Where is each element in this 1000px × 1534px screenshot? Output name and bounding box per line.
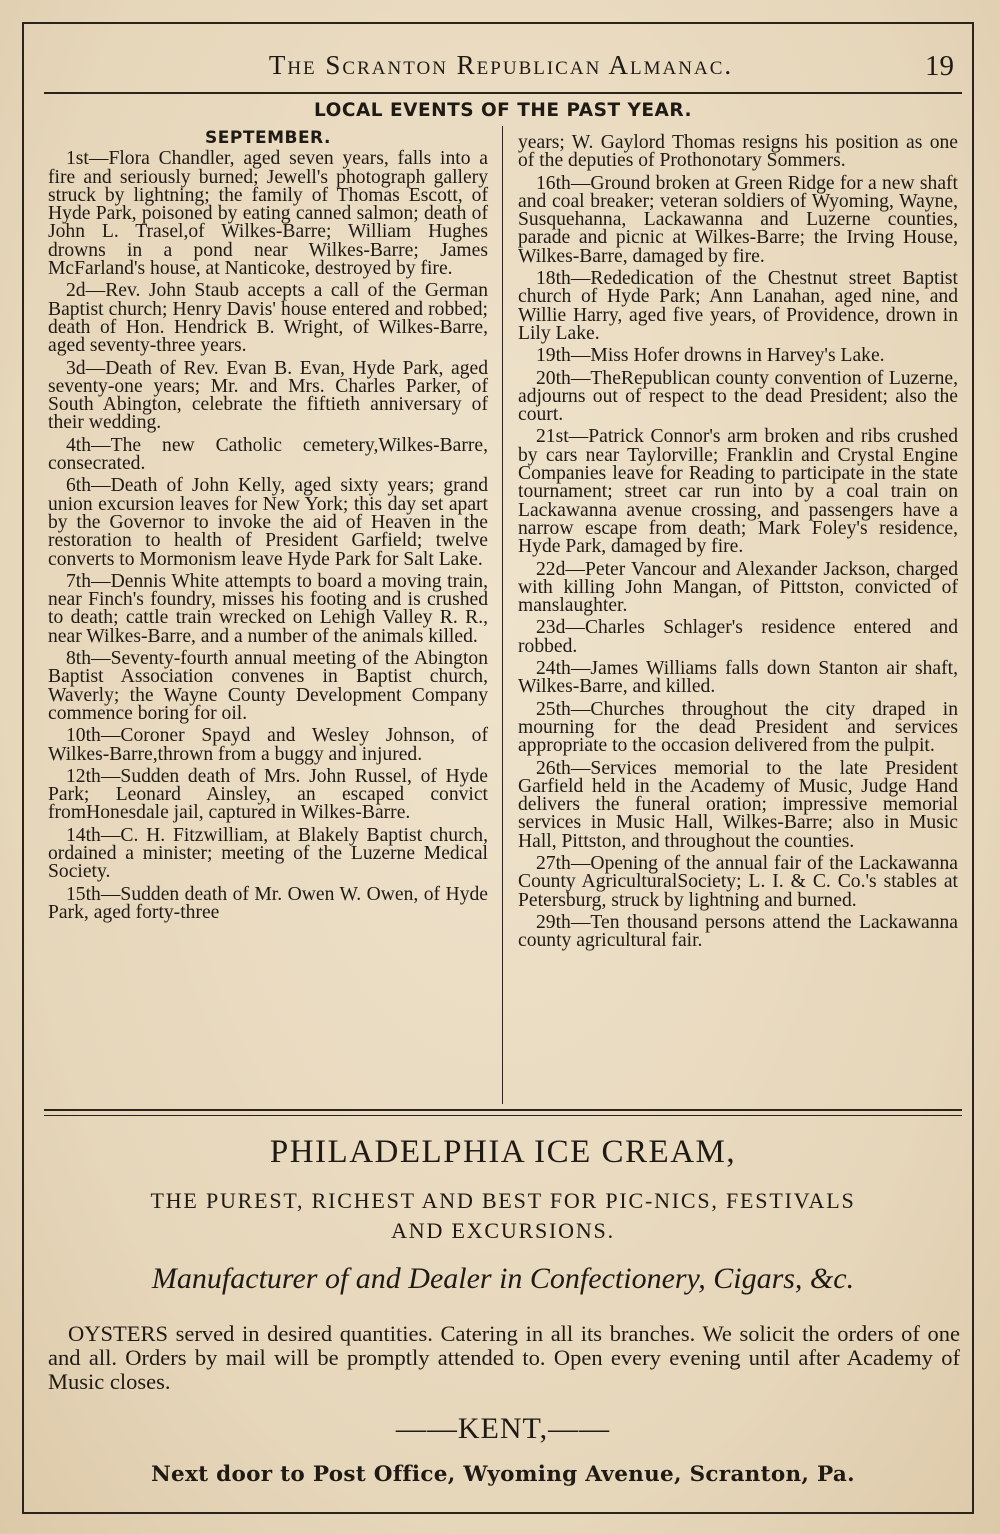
ad-subhead-line2: AND EXCURSIONS. [391,1218,615,1243]
ad-body: OYSTERS served in desired quantities. Catering in all its branches. We solicit the orders of one and all. Orders by mail will be promptly attended to. Open every evening until after Academy of Music closes. [48,1321,960,1394]
event-entry: 23d—Charles Schlager's residence entered and robbed. [518,617,958,657]
page-number: 19 [925,50,954,82]
event-entry: 26th—Services memorial to the late President Garfield held in the Academy of Music, Judge Hand delivers the funeral oration; impressive memorial services in Music Hall, Wilkes-Barre; also in Music Hall, Pittston, and throughout the counties. [518,757,958,852]
event-entry: 7th—Dennis White attempts to board a moving train, near Finch's foundry, misses his footing and is crushed to death; cattle train wrecked on Lehigh Valley R. R., near Wilkes-Barre, and a number of the animals killed. [48,570,488,647]
event-entry: 25th—Churches throughout the city draped in mourning for the dead President and services appropriate to the occasion delivered from the pulpit. [518,698,958,757]
event-entry: 2d—Rev. John Staub accepts a call of the German Baptist church; Henry Davis' house entered and robbed; death of Hon. Hendrick B. Wright, of Wilkes-Barre, aged seventy-three years. [48,280,488,357]
ad-tagline: Manufacturer of and Dealer in Confectionery, Cigars, &c. [151,1262,855,1295]
column-divider [502,126,503,1104]
event-entry-continued: years; W. Gaylord Thomas resigns his position as one of the deputies of Prothonotary Sommers. [518,132,958,172]
event-entry: 14th—C. H. Fitzwilliam, at Blakely Baptist church, ordained a minister; meeting of the Luzerne Medical Society. [48,824,488,883]
event-entry: 24th—James Williams falls down Stanton air shaft, Wilkes-Barre, and killed. [518,658,958,698]
event-entry: 21st—Patrick Connor's arm broken and ribs crushed by cars near Taylorville; Franklin and Crystal Engine Companies leave for Reading to participate in the state tournament; street car run into by a coal train on Lackawanna avenue crossing, and passengers have a narrow escape from death; Mark Foley's residence, Hyde Park, damaged by fire. [518,426,958,558]
event-entry: 27th—Opening of the annual fair of the Lackawanna County AgriculturalSociety; L. I. & C. Co.'s stables at Petersburg, struck by lightning and burned. [518,852,958,911]
ad-address: Next door to Post Office, Wyoming Avenue, Scranton, Pa. [151,1462,855,1487]
advertisement-rule-thick [44,1109,962,1111]
running-title: The Scranton Republican Almanac. [268,50,734,80]
ad-merchant-name: ——KENT,—— [395,1412,611,1445]
advertisement-rule-thin [44,1115,962,1116]
event-entry: 16th—Ground broken at Green Ridge for a new shaft and coal breaker; veteran soldiers of Wyoming, Wayne, Susquehanna, Lackawanna and Luzerne counties, parade and picnic at Wilkes-Barre; the Irving House, Wilkes-Barre, damaged by fire. [518,172,958,267]
header-rule [44,92,962,94]
right-column [518,134,958,954]
event-entry: 6th—Death of John Kelly, aged sixty years; grand union excursion leaves for New York; this day set apart by the Governor to invoke the aid of Heaven in the restoration to health of President Garfield; twelve converts to Mormonism leave Hyde Park for Salt Lake. [48,475,488,570]
section-title: LOCAL EVENTS OF THE PAST YEAR. [314,100,692,121]
ad-headline: PHILADELPHIA ICE CREAM, [269,1134,737,1170]
event-entry: 20th—TheRepublican county convention of Luzerne, adjourns out of respect to the dead President; also the court. [518,367,958,426]
event-entry: 1st—Flora Chandler, aged seven years, falls into a fire and seriously burned; Jewell's photograph gallery struck by lightning; the family of Thomas Escott, of Hyde Park, poisoned by eating canned salmon; death of John L. Trasel,of Wilkes-Barre; William Hughes drowns in a pond near Wilkes-Barre; James McFarland's house, at Nanticoke, destroyed by fire. [48,148,488,280]
event-entry: 29th—Ten thousand persons attend the Lackawanna county agricultural fair. [518,911,958,952]
ad-subhead-line1: THE PUREST, RICHEST AND BEST FOR PIC-NICS, FESTIVALS [150,1188,856,1213]
event-entry: 10th—Coroner Spayd and Wesley Johnson, of Wilkes-Barre,thrown from a buggy and injured. [48,725,488,765]
event-entry: 19th—Miss Hofer drowns in Harvey's Lake. [536,345,885,367]
left-column [48,129,488,926]
event-entry: 18th—Rededication of the Chestnut street Baptist church of Hyde Park; Ann Lanahan, aged nine, and Willie Harry, aged five years, of Providence, drown in Lily Lake. [518,268,958,344]
event-entry: 12th—Sudden death of Mrs. John Russel, of Hyde Park; Leonard Ainsley, an escaped convict fromHonesdale jail, captured in Wilkes-Barre. [48,765,488,824]
month-heading: SEPTEMBER. [205,128,331,148]
event-entry: 22d—Peter Vancour and Alexander Jackson, charged with killing John Mangan, of Pittston, convicted of manslaughter. [518,558,958,617]
event-entry: 15th—Sudden death of Mr. Owen W. Owen, of Hyde Park, aged forty-three [48,883,488,923]
event-entry: 8th—Seventy-fourth annual meeting of the Abington Baptist Association convenes in Baptist church, Waverly; the Wayne County Development Company commence boring for oil. [48,648,488,724]
event-entry: 4th—The new Catholic cemetery,Wilkes-Barre, consecrated. [48,434,488,475]
page-header [40,50,962,90]
event-entry: 3d—Death of Rev. Evan B. Evan, Hyde Park, aged seventy-one years; Mr. and Mrs. Charles Parker, of South Abington, celebrate the fiftieth anniversary of their wedding. [48,357,488,434]
